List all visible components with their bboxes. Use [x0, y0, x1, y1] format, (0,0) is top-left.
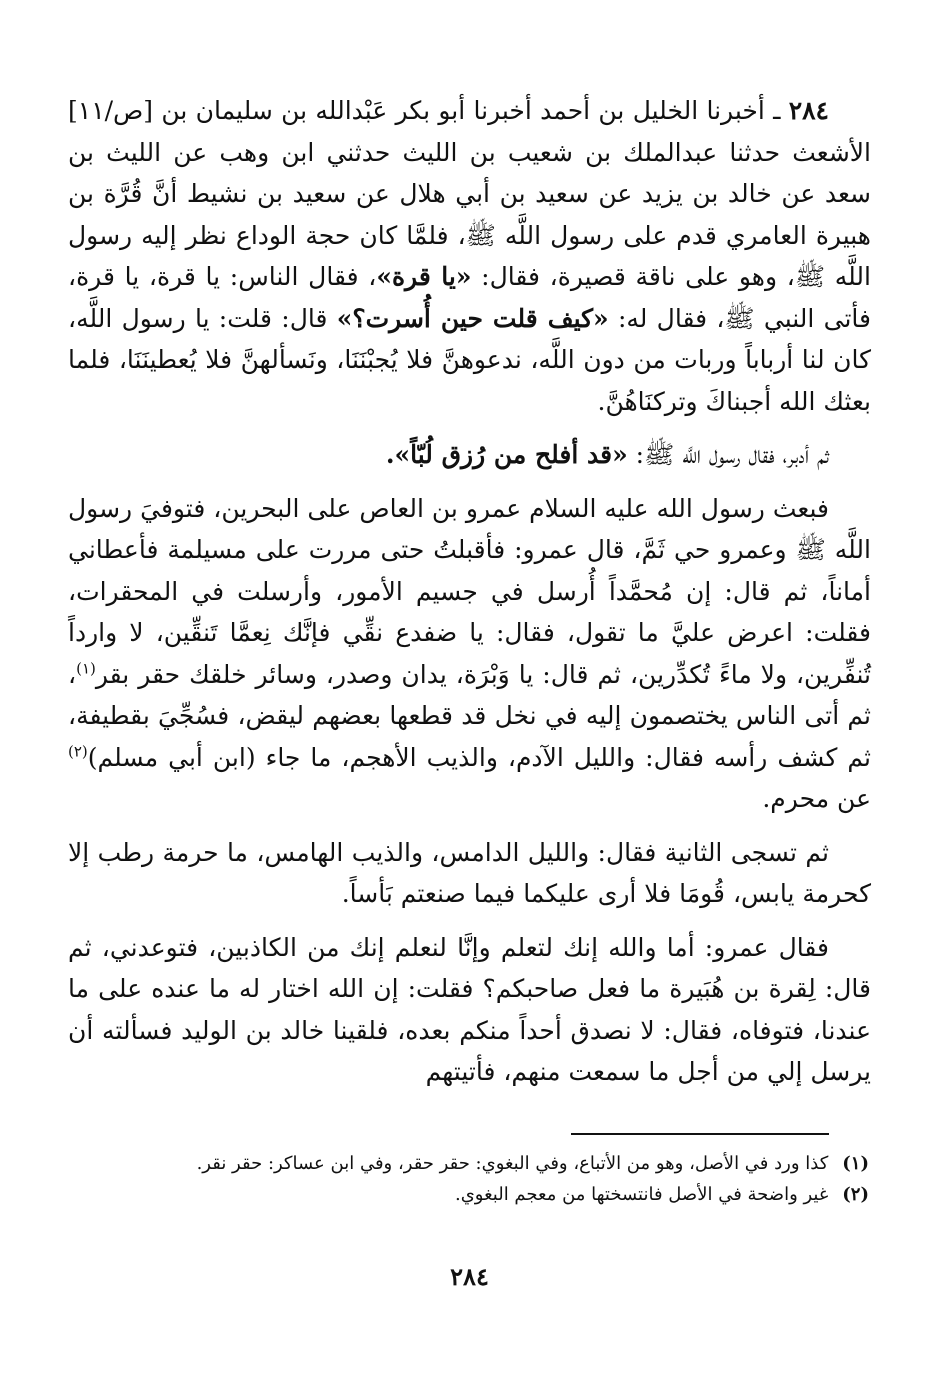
- text-run: فبعث رسول الله عليه السلام عمرو بن العاص على البحرين، فتوفيَ رسول اللَّه ﷺ وعمرو حي ثَمَّ، قال عمرو: فأقبلتُ حتى مررت على مسيلمة فأعطاني أماناً، ثم قال: إن مُحمَّداً أُرسل في جسيم الأمور، وأرسلت في المحقرات، فقلت: اعرض عليَّ ما تقول، فقال: يا ضفدع نقِّي فإنَّك نِعمَّا تَنقِّين، لا وارداً تُنفِّرين، ولا ماءً تُكدِّرين، ثم قال: يا وَبْرَة، يدان وصدر، وسائر خلقك حقر بقر: [68, 493, 871, 689]
- paragraph-hadith-284: [68, 90, 871, 422]
- footnote-ref-1[interactable]: (١): [76, 659, 96, 678]
- paragraph-amr-reply: [68, 927, 871, 1093]
- page-number: ٢٨٤: [450, 1262, 489, 1291]
- quote-ya-qurra: «يا قرة»: [376, 262, 472, 291]
- paragraph-amr-musaylima: [68, 488, 871, 820]
- hadith-number: ٢٨٤: [788, 96, 829, 125]
- text-run: ، فقال الناس: يا قرة، يا قرة، فأتى النبي ﷺ، فقال له:: [68, 262, 871, 333]
- paragraph-aflaha: [68, 434, 871, 476]
- text-run: ، ثم أتى الناس يختصمون إليه في نخل قد قطعها بعضهم ليقض، فسُجِّيَ بقطيفة، ثم كشف رأسه فقال: والليل الآدم، والذيب الأهجم، ما جاء (ابن أبي مسلم): [68, 659, 871, 772]
- footnotes: [76, 1148, 869, 1210]
- footnote-divider: [571, 1133, 829, 1135]
- text-run: ـ أخبرنا الخليل بن أحمد أخبرنا أبو بكر عَبْدالله بن سليمان بن [ص/١١] الأشعث حدثنا عبدالملك بن شعيب بن الليث حدثني ابن وهب عن الليث بن سعد عن خالد بن يزيد عن سعيد بن أبي هلال عن سعيد بن نشيط أنَّ قُرَّة بن هبيرة العامري قدم على رسول اللَّه ﷺ، فلمَّا كان حجة الوداع نظر إليه رسول اللَّه ﷺ، وهو على ناقة قصيرة، فقال:: [68, 96, 871, 291]
- footnote-text: غير واضحة في الأصل فانتسختها من معجم البغوي.: [455, 1184, 829, 1205]
- text-run: ثم أدبر، فقال رسول اللَّه ﷺ:: [627, 440, 829, 469]
- paragraph-second-covering: [68, 832, 871, 915]
- text-run: ثم تسجى الثانية فقال: والليل الدامس، والذيب الهامس، ما حرمة رطب إلا كحرمة يابس، قُومَا فلا أرى عليكما فيما صنعتم بَأساً.: [68, 837, 871, 908]
- footnote-ref-2[interactable]: (٢): [68, 742, 88, 761]
- text-run: قال: قلت: يا رسول اللَّه، كان لنا أرباباً وربات من دون اللَّه، ندعوهنَّ فلا يُجبْنَنَا، ونَسألهنَّ فلا يُعطينَنَا، فلما بعثك الله أجبناكَ وتركنَاهُنَّ.: [68, 303, 871, 416]
- text-run: عن محرم.: [762, 784, 871, 813]
- footnote-2: [76, 1179, 869, 1210]
- footnote-number: (١): [842, 1153, 869, 1174]
- text-run: فقال عمرو: أما والله إنك لتعلم وإنَّا لنعلم إنك من الكاذبين، فتوعدني، ثم قال: لِقرة بن هُبَيرة ما فعل صاحبكم؟ فقلت: إن الله اختار له ما عنده على ما عندنا، فتوفاه، فقال: لا نصدق أحداً منكم بعده، فلقينا خالد بن الوليد فسألته أن يرسل إلي من أجل ما سمعت منهم، فأتيتهم: [68, 932, 871, 1086]
- footnote-number: (٢): [842, 1184, 869, 1205]
- main-text: [68, 90, 871, 1093]
- footnote-text: كذا ورد في الأصل، وهو من الأتباع، وفي البغوي: حقر حقر، وفي ابن عساكر: حقر نقر.: [196, 1153, 829, 1174]
- quote-qad-aflaha: «قد أفلح من رُزق لُبّاً».: [385, 440, 628, 469]
- quote-kayf-qulta: «كيف قلت حين أُسرت؟»: [336, 303, 609, 333]
- footnote-1: [76, 1148, 869, 1179]
